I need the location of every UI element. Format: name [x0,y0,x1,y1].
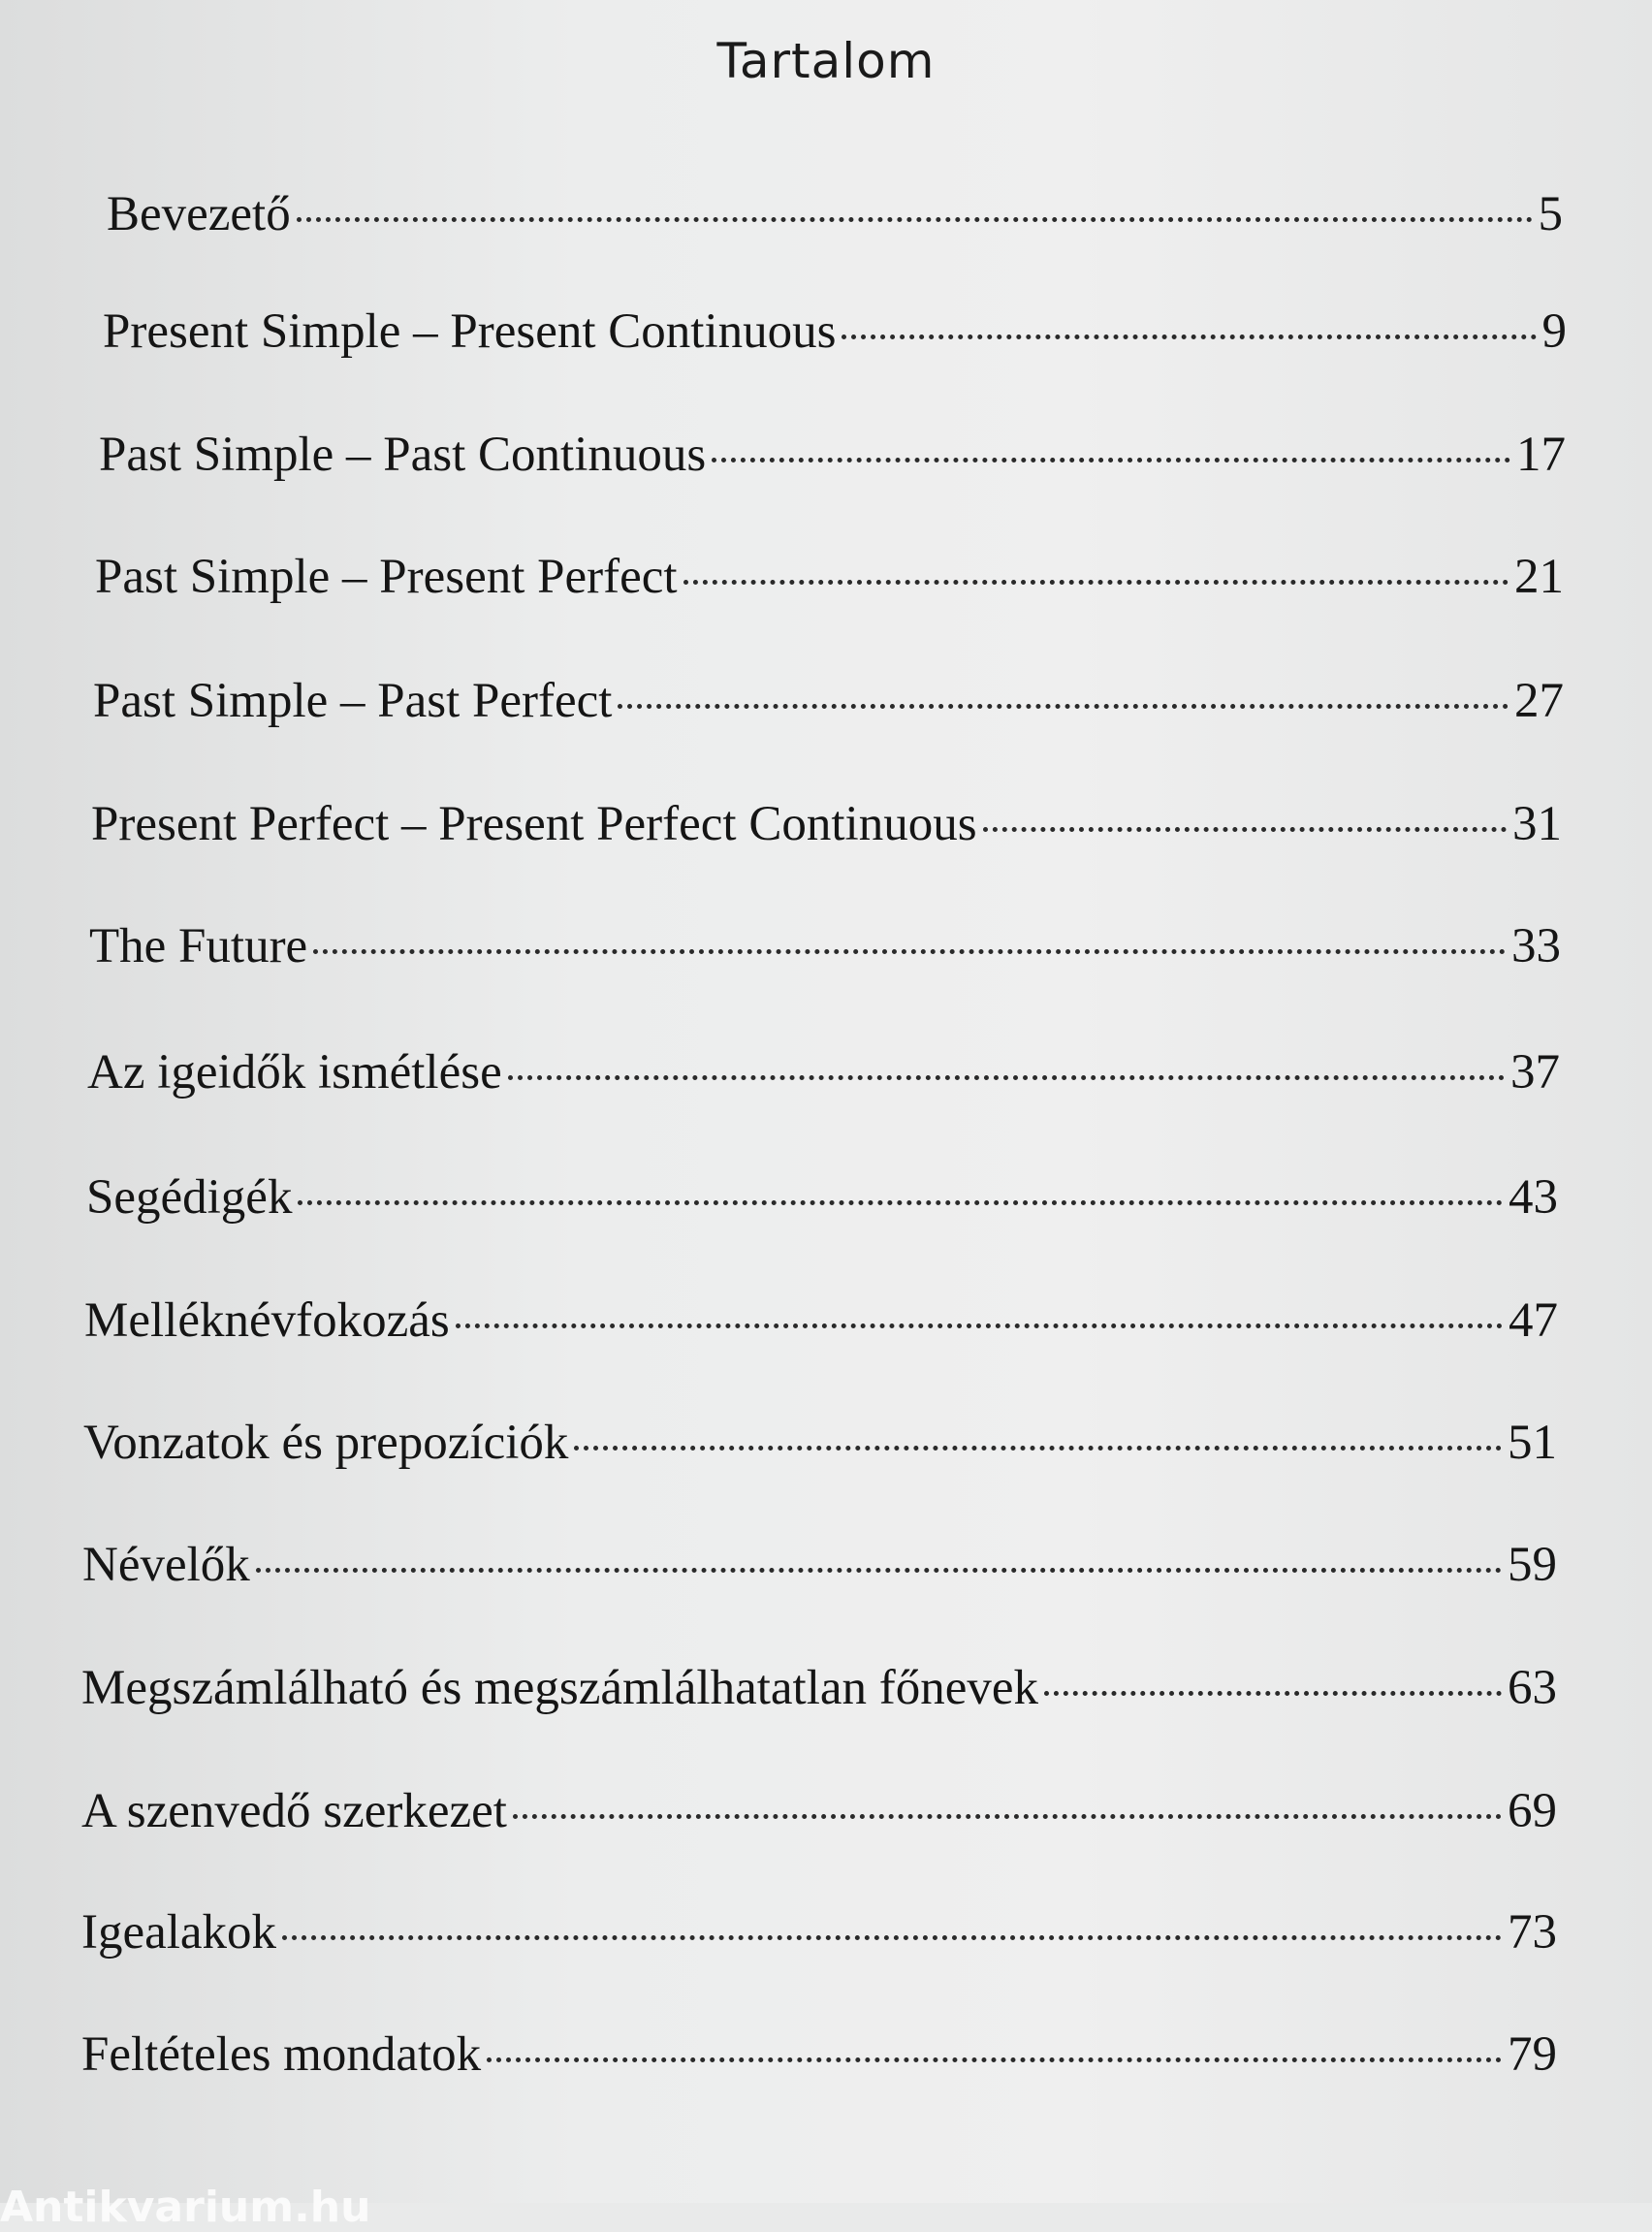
dot-leader [256,1568,1502,1573]
toc-entry-label: Vonzatok és prepozíciók [83,1416,569,1470]
toc-entry [86,1169,1558,1231]
toc-entry [82,1537,1557,1599]
toc-entry-label: Névelők [82,1538,250,1592]
toc-entry-label: Past Simple – Past Perfect [93,674,613,728]
dot-leader [842,335,1536,339]
toc-entry [87,1044,1560,1106]
toc-entry-page: 51 [1508,1416,1557,1470]
toc-entry [95,549,1564,611]
toc-entry [91,796,1562,858]
toc-entry [81,1904,1557,1966]
toc-entry [81,1660,1557,1722]
dot-leader [1044,1691,1502,1696]
toc-entry-page: 33 [1511,919,1561,973]
toc-entry [107,186,1563,248]
toc-entry-page: 69 [1508,1784,1557,1838]
toc-entry-page: 5 [1538,187,1563,241]
toc-entry-label: Segédigék [86,1170,293,1225]
toc-entry [81,2026,1557,2089]
dot-leader [983,827,1507,832]
toc-entry [103,303,1567,366]
toc-entry [84,1292,1558,1355]
dot-leader [683,580,1509,585]
toc-entry-label: Present Simple – Present Continuous [103,304,837,359]
dot-leader [487,2057,1502,2062]
dot-leader [282,1935,1502,1940]
toc-entry-label: Feltételes mondatok [81,2027,482,2082]
toc-entry-page: 73 [1508,1905,1557,1960]
toc-entry-label: A szenvedő szerkezet [81,1784,507,1838]
toc-entry [99,427,1566,489]
toc-entry-page: 47 [1509,1293,1558,1348]
toc-entry-page: 9 [1541,304,1567,359]
dot-leader [618,704,1509,709]
toc-entry-label: Present Perfect – Present Perfect Continuous [91,797,977,851]
toc-entry-page: 31 [1512,797,1562,851]
toc-entry [81,1783,1557,1845]
dot-leader [297,217,1533,222]
toc-entry-label: Megszámlálható és megszámlálhatatlan főnevek [81,1661,1039,1715]
toc-entry-label: The Future [89,919,308,973]
watermark-text: Antikvarium.hu [0,2183,371,2232]
toc-entry-label: Igealakok [81,1905,277,1960]
toc-entry-page: 59 [1508,1538,1557,1592]
toc-entry-page: 63 [1508,1661,1557,1715]
toc-entry-label: Az igeidők ismétlése [87,1045,502,1100]
toc-entry [93,673,1564,735]
toc-entry-page: 21 [1514,550,1564,604]
dot-leader [513,1814,1502,1819]
dot-leader [298,1200,1503,1205]
toc-entry-label: Bevezető [107,187,291,241]
toc-entry [89,918,1561,980]
toc-entry-page: 27 [1514,674,1564,728]
toc-entry-page: 43 [1509,1170,1558,1225]
toc-entry-page: 17 [1516,428,1566,482]
toc-entry-page: 37 [1510,1045,1560,1100]
dot-leader [508,1075,1505,1080]
dot-leader [313,949,1506,954]
toc-entry [83,1415,1557,1477]
toc-entry-label: Melléknévfokozás [84,1293,450,1348]
toc-entry-page: 79 [1508,2027,1557,2082]
toc-entry-label: Past Simple – Past Continuous [99,428,707,482]
dot-leader [712,458,1510,462]
dot-leader [456,1323,1503,1328]
dot-leader [574,1446,1502,1451]
toc-entry-label: Past Simple – Present Perfect [95,550,678,604]
page-title: Tartalom [716,33,936,89]
